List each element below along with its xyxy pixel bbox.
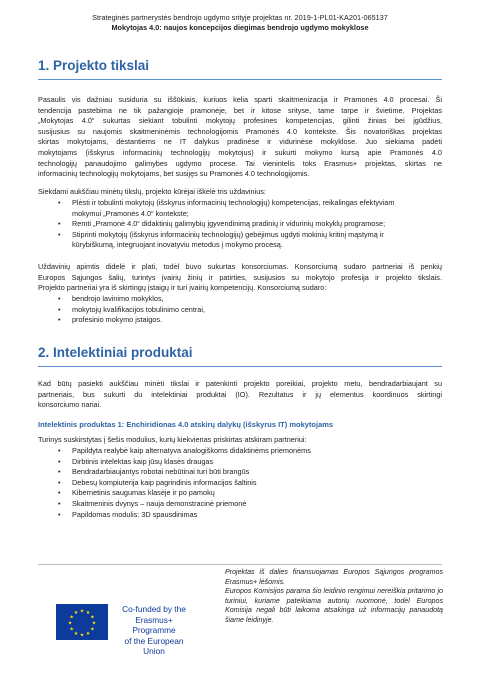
text-line: Uždavinių apimtis didelė ir plati, todėl buvo sukurtas konsorciumas. Konsorciumą sudaro partneriai iš penkių	[38, 262, 442, 271]
text-line: informacinių technologijų mokytojams, bet susijęs su Pramonės 4.0 technologijomis.	[38, 169, 310, 179]
goals-intro: Siekdami aukščiau minėtų tikslų, projekto kūrėjai iškėlė tris uždavinius:	[38, 187, 266, 196]
text-line: technologijų panaudojimo galimybes ugdymo procese. Tai vienintelis toks Erasmus+ projektas, skirtas ne	[38, 158, 442, 168]
list-item: • Kibernetinis saugumas klasėje ir po pamokų	[58, 488, 442, 499]
io1-subtitle: Intelektinis produktas 1: Enchiridionas 4.0 atskirų dalykų (išskyrus IT) mokytojams	[38, 420, 334, 429]
svg-text:★: ★	[69, 626, 74, 633]
text-line: mokytojams (išskyrus informacinių technologijų mokytojus) ir sukurti mokymo kursą apie Pramonės 4.0	[38, 147, 442, 157]
modules-intro: Turinys suskirstytas į šešis modulius, kurių kiekvienas priskirtas atskiram partneriui:	[38, 435, 307, 444]
text-line: Pasaulis vis dažniau susiduria su iššūkiais, kuriuos kelia sparti skaitmenizacija ir Pramonės 4.0 procesai. Ši	[38, 95, 442, 104]
svg-text:★: ★	[85, 630, 91, 637]
text-line: „Mokytojas 4.0“ sukurtas siekiant tobulinti mokytojų profesines kompetencijas, gilinti žinias bei įgūdžius,	[38, 116, 442, 126]
header-title-line: Mokytojas 4.0: naujos koncepcijos diegimas bendrojo ugdymo mokyklose	[111, 23, 369, 32]
text-line: Komisija negali būti laikoma atsakinga už informacijų panaudotą	[225, 606, 443, 615]
section2-title: 2. Intelektiniai produktai	[38, 345, 193, 360]
modules-list	[58, 446, 442, 520]
eu-disclaimer	[225, 568, 443, 626]
svg-text:★: ★	[90, 626, 95, 633]
text-line: konsorciumo nariai.	[38, 400, 102, 410]
svg-text:★: ★	[69, 614, 74, 621]
svg-text:★: ★	[73, 630, 79, 637]
header-project-line: Strateginės partnerystės bendrojo ugdymo srityje projektas nr. 2019-1-PL01-KA201-065137	[92, 13, 388, 22]
list-item: • Bendradarbiaujantys robotai nebūtinai turi būti brangūs	[58, 467, 442, 478]
section1-rule	[38, 79, 442, 80]
consortium-paragraph	[38, 262, 442, 294]
partners-list	[58, 294, 442, 326]
eu-cofunded-text: Co-funded by the Erasmus+ Programme of the European Union	[122, 604, 186, 656]
footer-divider	[38, 564, 442, 565]
goals-list	[58, 198, 442, 251]
section1-paragraph	[38, 95, 442, 180]
eu-flag-icon	[56, 604, 108, 640]
text-line: susijusius su naujomis skaitmeninėmis technologijomis Pramonės 4.0 kontekste. Šis novatoriškas projektas	[38, 126, 442, 136]
text-line: Kad būtų pasiekti aukščiau minėti tikslai ir patenkinti projekto poreikiai, projekto metu, bendradarbiaujant su	[38, 379, 442, 388]
list-item: • bendrojo lavinimo mokyklos,	[58, 294, 442, 305]
text-line: Europos Sąjungos šalių, turintys įvairių žinių ir patirties, susijusios su mokytojo profesija ir projekto tikslais.	[38, 272, 442, 282]
text-line: šiame leidinyje.	[225, 615, 274, 624]
text-line: Erasmus+ lėšomis.	[225, 577, 286, 586]
svg-text:★: ★	[91, 620, 97, 627]
svg-text:★: ★	[90, 614, 95, 621]
text-line: Projektas iš dalies finansuojamas Europos Sąjungos programos	[225, 568, 443, 576]
list-item: • Debesų kompiuterija kaip pagrindinis informacijos šaltinis	[58, 478, 442, 489]
text-line: partneriais, bus sukurti du intelektiniai produktai (IO). Rezultatus ir jų elementus koordinuos skirtingi	[38, 389, 442, 399]
list-item: • profesinio mokymo įstaigos.	[58, 315, 442, 326]
page-header	[0, 13, 480, 33]
section1-title: 1. Projekto tikslai	[38, 58, 150, 73]
svg-text:★: ★	[79, 632, 85, 639]
section2-rule	[38, 366, 442, 367]
text-line: Projekto partneriai yra iš skirtingų įstaigų ir turi įvairių kompetencijų. Konsorciumą sudaro:	[38, 283, 327, 293]
text-line: tendencija pastebima ne tik pažangioje pramonėje, bet ir kitose srityse, tame tarpe ir švietime. Projektas	[38, 105, 442, 115]
text-line: skirtas mokytojams, dėstantiems ne IT dalykus pradinėse ir vidurinėse mokyklose. Juo siekiama padėti	[38, 137, 442, 147]
text-line: turiniui, kuriame pateikiama autorių nuomonė, todėl Europos	[225, 596, 443, 605]
svg-text:★: ★	[85, 610, 91, 617]
list-item: • Papildyta realybė kaip alternatyva analogiškoms didaktinėms priemonėms	[58, 446, 442, 457]
section2-paragraph	[38, 379, 442, 411]
list-item: • Dirbtinis intelektas kaip jūsų klasės draugas	[58, 457, 442, 468]
svg-text:★: ★	[73, 610, 79, 617]
list-item: • mokytojų kvalifikacijos tobulinimo centrai,	[58, 305, 442, 316]
list-item: • Papildomas modulis: 3D spausdinimas	[58, 510, 442, 521]
list-item: • Remti „Pramonė 4.0“ didaktinių galimybių įgyvendinimą pradinių ir vidurinių mokyklų programose;	[58, 219, 442, 230]
list-item: • Stiprinti mokytojų (išskyrus informacinių technologijų) gebėjimus ugdyti mokinių kritinį mąstymą ir kūrybiškumą, integruojant inovatyviu metodus į mokymo procesą.	[58, 230, 442, 251]
svg-text:★: ★	[79, 608, 85, 615]
list-item: • Skaitmeninis dvynys – nauja demonstracinė priemonė	[58, 499, 442, 510]
svg-text:★: ★	[67, 620, 73, 627]
list-item: • Plėsti ir tobulinti mokytojų (išskyrus informacinių technologijų) kompetencijas, reikalingas efektyviam mokymui „Pramonės 4.0“ kontekste;	[58, 198, 442, 219]
text-line: Europos Komisijos parama šio leidinio rengimui nereiškia pritarimo jo	[225, 587, 443, 596]
